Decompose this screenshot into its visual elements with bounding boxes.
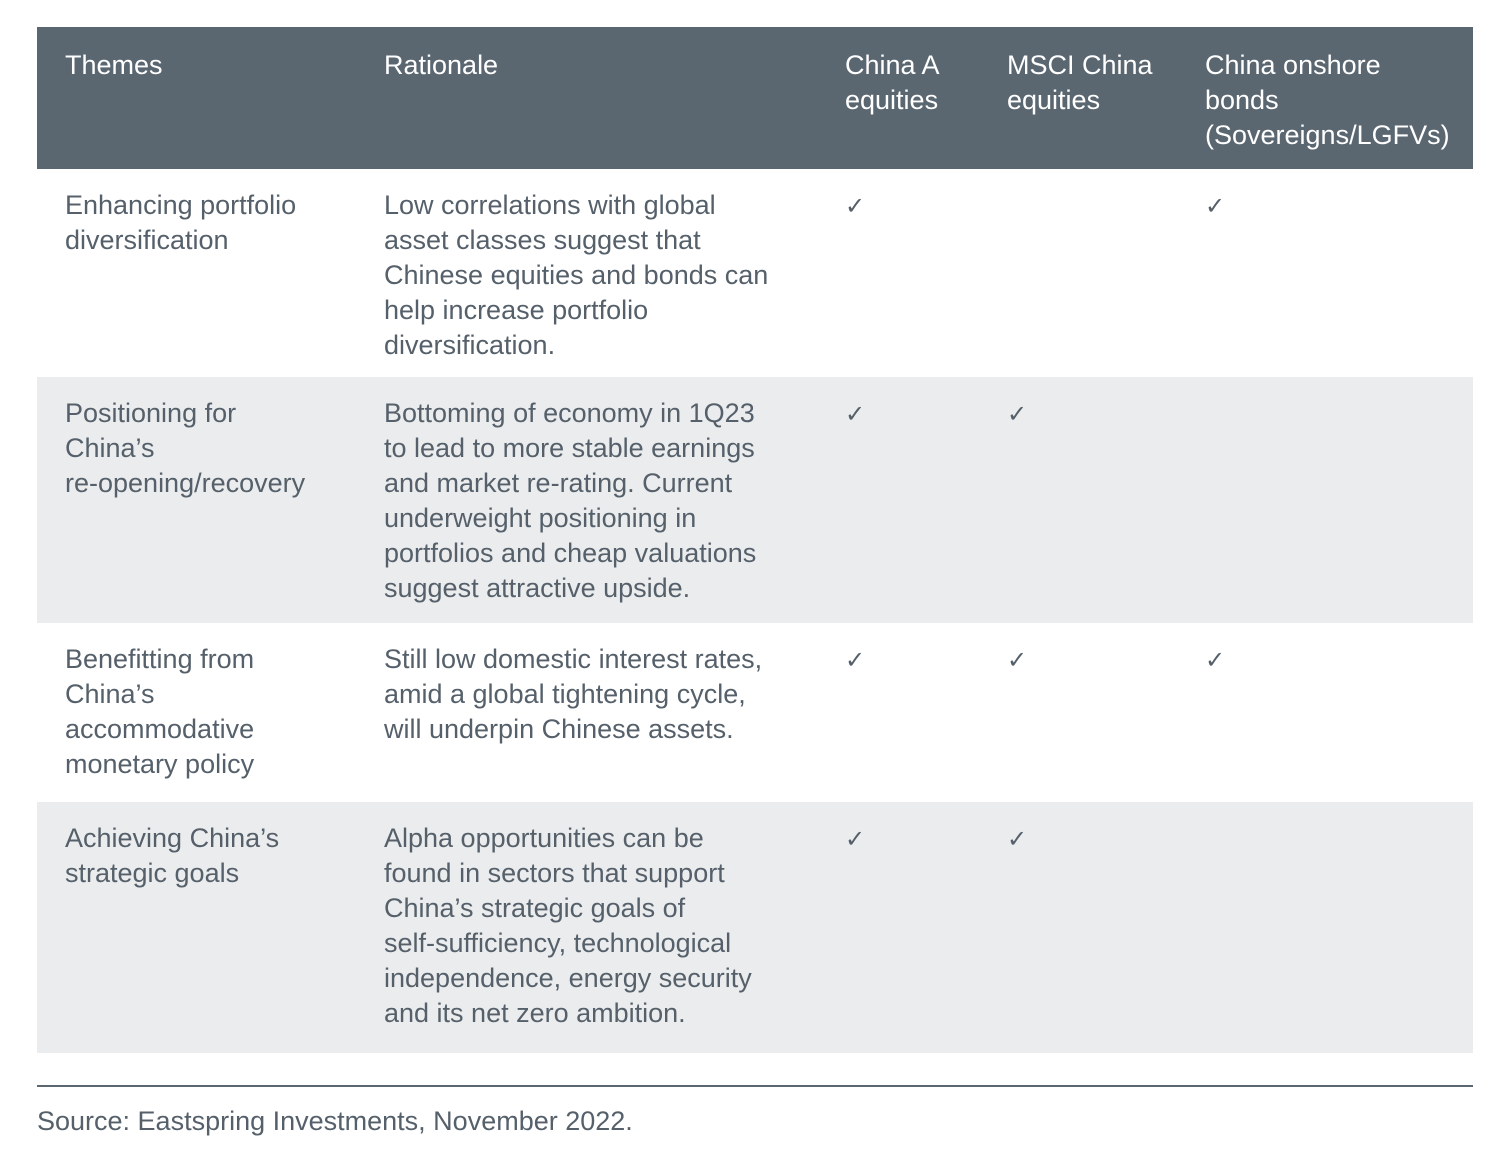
header-themes: Themes (65, 50, 163, 80)
china-a-check-icon: ✓ (845, 825, 866, 853)
msci-china-check-icon: ✓ (1007, 825, 1028, 853)
onshore-bonds-check-icon: ✓ (1205, 192, 1226, 220)
msci-china-check-icon: ✓ (1007, 400, 1028, 428)
table-row (37, 623, 1473, 802)
rationale-cell: Alpha opportunities can be found in sectors that support China’s strategic goals of self-sufficiency, technological independence, energy security and its net zero ambition. (384, 823, 752, 1028)
table-row (37, 169, 1473, 377)
table-row (37, 377, 1473, 623)
theme-cell: Achieving China’s strategic goals (65, 823, 280, 888)
table-row (37, 802, 1473, 1053)
msci-china-check-icon: ✓ (1007, 646, 1028, 674)
header-rationale: Rationale (384, 50, 499, 80)
header-china-a-equities: China A equities (845, 50, 940, 115)
rationale-cell: Low correlations with global asset classes suggest that Chinese equities and bonds can help increase portfolio diversification. (384, 190, 769, 360)
theme-cell: Enhancing portfolio diversification (65, 190, 297, 255)
china-a-check-icon: ✓ (845, 646, 866, 674)
china-a-check-icon: ✓ (845, 400, 866, 428)
header-china-onshore-bonds: China onshore bonds (Sovereigns/LGFVs) (1205, 50, 1450, 150)
themes-table (37, 27, 1473, 1053)
header-msci-china-equities: MSCI China equities (1007, 50, 1153, 115)
china-a-check-icon: ✓ (845, 192, 866, 220)
onshore-bonds-check-icon: ✓ (1205, 646, 1226, 674)
theme-cell: Positioning for China’s re-opening/recovery (65, 398, 306, 498)
rationale-cell: Still low domestic interest rates, amid a global tightening cycle, will underpin Chinese assets. (384, 644, 763, 744)
table-header (37, 27, 1473, 169)
theme-cell: Benefitting from China’s accommodative monetary policy (65, 644, 255, 779)
rationale-cell: Bottoming of economy in 1Q23 to lead to more stable earnings and market re-rating. Current underweight positioning in portfolios and cheap valuations suggest attractive upside. (384, 398, 757, 603)
source-note: Source: Eastspring Investments, November 2022. (37, 1106, 633, 1136)
footer-divider (37, 1085, 1473, 1087)
